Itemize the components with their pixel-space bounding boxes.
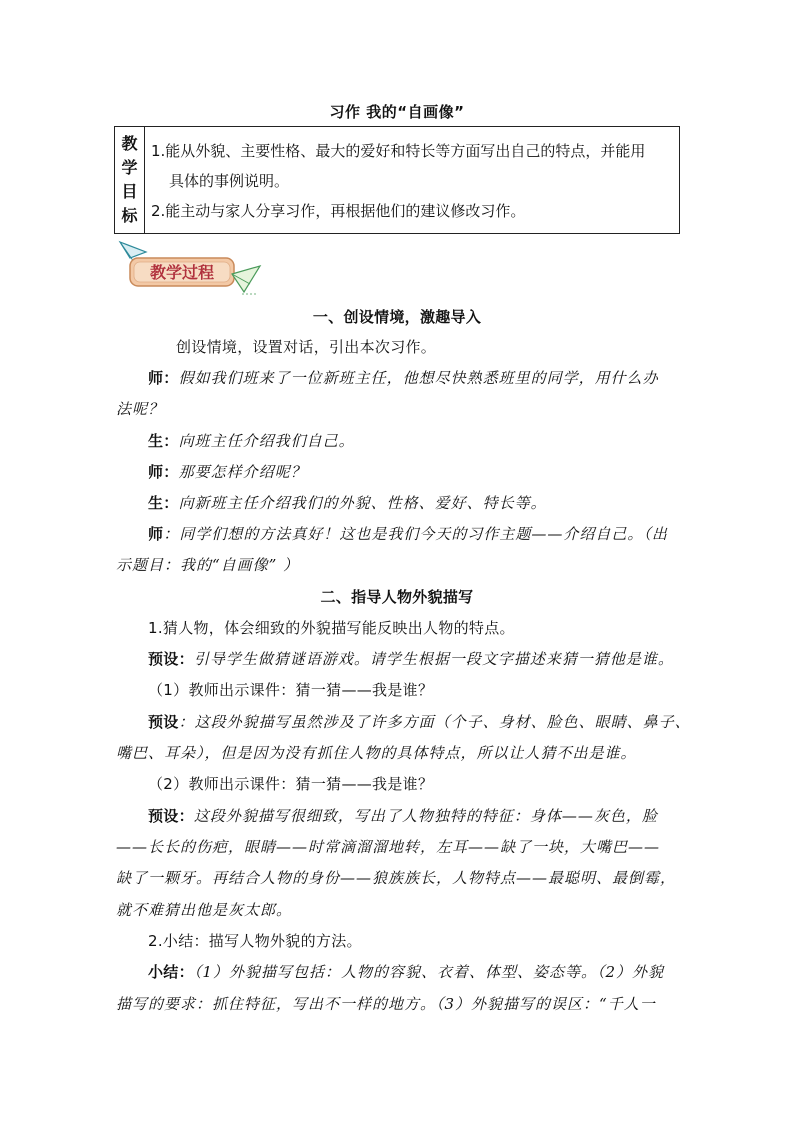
dialog-line bbox=[116, 554, 686, 575]
dialog-line bbox=[148, 523, 718, 544]
paragraph: ——长长的伤疤，眼睛——时常滴溜溜地转，左耳——缺了一块，大嘴巴—— bbox=[116, 838, 661, 856]
objectives-table bbox=[114, 126, 680, 234]
speaker-label: 师： bbox=[148, 369, 179, 387]
paragraph bbox=[148, 711, 718, 732]
dialog-text: 向新班主任介绍我们的外貌、性格、爱好、特长等。 bbox=[178, 494, 547, 512]
paragraph: 2.小结：描写人物外貌的方法。 bbox=[148, 932, 362, 950]
dialog-text: ：同学们想的方法真好！这也是我们今天的习作主题——介绍自己。（出 bbox=[163, 525, 668, 543]
objectives-label-char: 学 bbox=[121, 158, 138, 177]
objective-item: 1.能从外貌、主要性格、最大的爱好和特长等方面写出自己的特点，并能用 bbox=[151, 142, 646, 160]
badge-label: 教学过程 bbox=[149, 263, 215, 282]
preset-label: 预设 bbox=[148, 713, 179, 731]
dialog-text: 示题目：我的“自画像” ） bbox=[116, 556, 300, 574]
objective-item: 2.能主动与家人分享习作，再根据他们的建议修改习作。 bbox=[151, 202, 526, 220]
section-heading: 一、创设情境，激趣导入 bbox=[312, 308, 482, 326]
objectives-label-char: 标 bbox=[121, 206, 138, 225]
speaker-label: 生： bbox=[148, 432, 179, 450]
paragraph-text: ：这段外貌描写虽然涉及了许多方面（个子、身材、脸色、眼睛、鼻子、 bbox=[178, 713, 691, 731]
paragraph-text: 引导学生做猜谜语游戏。请学生根据一段文字描述来猜一猜他是谁。 bbox=[193, 650, 674, 668]
dialog-text: 假如我们班来了一位新班主任，他想尽快熟悉班里的同学，用什么办 bbox=[178, 369, 659, 387]
paragraph bbox=[148, 805, 718, 826]
speaker-label: 师 bbox=[148, 525, 164, 543]
paragraph: 就不难猜出他是灰太郎。 bbox=[116, 901, 293, 919]
dialog-line bbox=[148, 367, 718, 388]
paragraph-text: 这段外貌描写很细致，写出了人物独特的特征：身体——灰色，脸 bbox=[193, 807, 658, 825]
dialog-line bbox=[148, 430, 718, 451]
paragraph: 描写的要求：抓住特征，写出不一样的地方。（3）外貌描写的误区：“千人一 bbox=[116, 995, 656, 1013]
preset-label: 预设： bbox=[148, 807, 194, 825]
page-title: 习作 我的“自画像” bbox=[329, 103, 465, 121]
paragraph: 缺了一颗牙。再结合人物的身份——狼族族长，人物特点——最聪明、最倒霉， bbox=[116, 869, 677, 887]
paragraph bbox=[148, 961, 718, 982]
paragraph: （1）教师出示课件：猜一猜——我是谁？ bbox=[148, 681, 434, 699]
speaker-label: 师： bbox=[148, 463, 179, 481]
dialog-text: 那要怎样介绍呢？ bbox=[178, 463, 307, 481]
dialog-text: 法呢？ bbox=[116, 400, 165, 418]
speaker-label: 生： bbox=[148, 494, 179, 512]
dialog-line bbox=[148, 461, 718, 482]
preset-label: 预设： bbox=[148, 650, 194, 668]
paragraph bbox=[148, 648, 718, 669]
dialog-text: 向班主任介绍我们自己。 bbox=[178, 432, 355, 450]
paragraph: （2）教师出示课件：猜一猜——我是谁？ bbox=[148, 775, 434, 793]
objective-item-continued: 具体的事例说明。 bbox=[169, 172, 290, 190]
section-heading: 二、指导人物外貌描写 bbox=[320, 588, 474, 606]
paragraph: 1.猜人物，体会细致的外貌描写能反映出人物的特点。 bbox=[148, 619, 515, 637]
objectives-label-char: 目 bbox=[121, 182, 138, 201]
paragraph: 嘴巴、耳朵），但是因为没有抓住人物的具体特点，所以让人猜不出是谁。 bbox=[116, 744, 637, 762]
objectives-content bbox=[151, 136, 673, 226]
dialog-line bbox=[148, 492, 718, 513]
teaching-process-badge bbox=[116, 238, 262, 296]
objectives-label bbox=[115, 127, 145, 233]
objectives-label-char: 教 bbox=[121, 134, 138, 153]
paragraph-text: （1）外貌描写包括：人物的容貌、衣着、体型、姿态等。（2）外貌 bbox=[193, 963, 664, 981]
dialog-line bbox=[116, 398, 686, 419]
paragraph: 创设情境，设置对话，引出本次习作。 bbox=[176, 338, 437, 356]
summary-label: 小结： bbox=[148, 963, 194, 981]
